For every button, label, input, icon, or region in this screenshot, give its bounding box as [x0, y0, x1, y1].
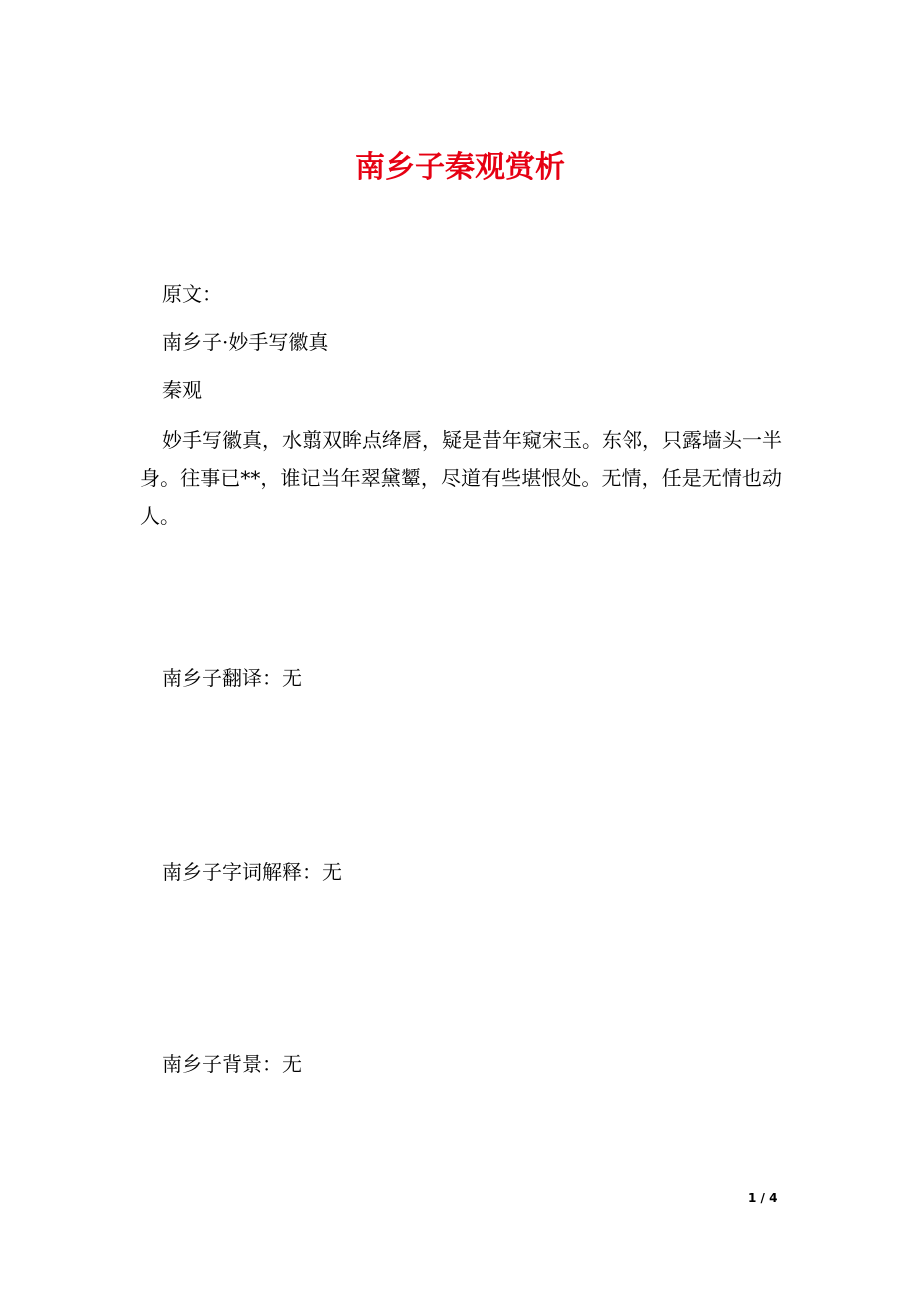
translation-section: 南乡子翻译：无 [162, 666, 302, 690]
poem-author: 秦观 [162, 378, 202, 402]
poem-title: 南乡子·妙手写徽真 [162, 330, 329, 354]
page-number: 1 / 4 [748, 1191, 778, 1205]
original-text-label: 原文： [162, 282, 222, 306]
poem-text: 妙手写徽真，水翦双眸点绛唇，疑是昔年窥宋玉。东邻，只露墙头一半身。往事已**，谁记当年翠黛颦，尽道有些堪恨处。无情，任是无情也动人。 [140, 428, 782, 528]
document-title: 南乡子秦观赏析 [355, 150, 565, 185]
background-section: 南乡子背景：无 [162, 1052, 302, 1076]
glossary-section: 南乡子字词解释：无 [162, 860, 342, 884]
